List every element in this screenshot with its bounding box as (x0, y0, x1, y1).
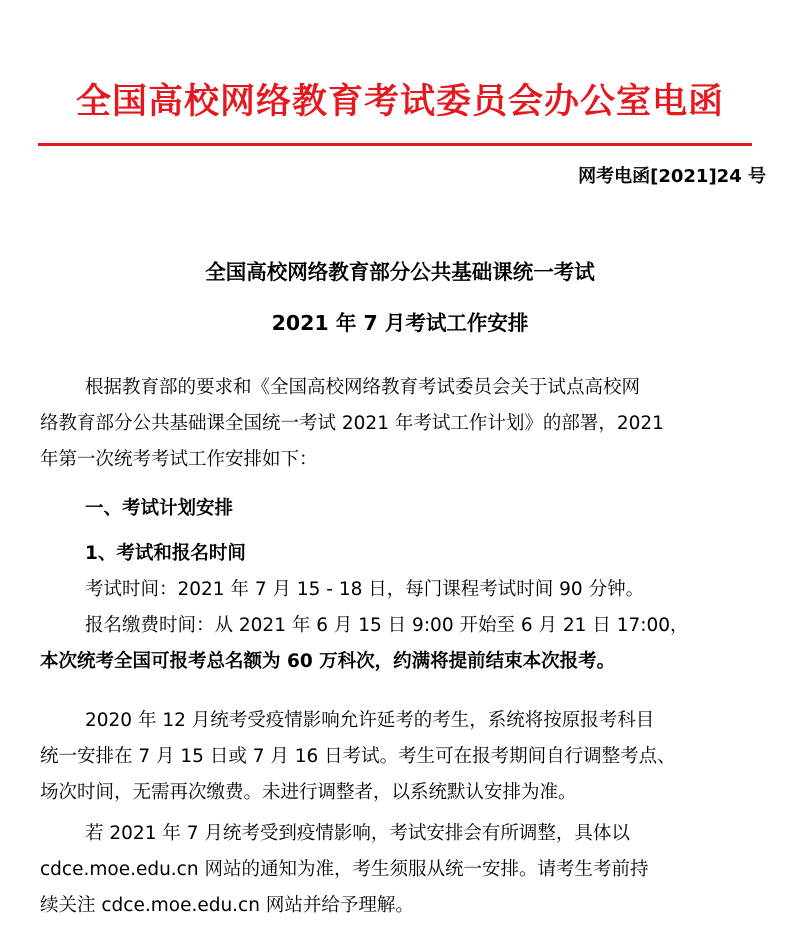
document-title-line-2: 2021 年 7 月考试工作安排 (271, 311, 529, 335)
registration-time-text: 报名缴费时间：从 2021 年 6 月 15 日 9:00 开始至 6 月 21 日 17:00， (85, 615, 689, 636)
document-number: 网考电函[2021]24 号 (578, 166, 766, 187)
deferred-line: 场次时间，无需再次缴费。未进行调整者，以系统默认安排为准。 (40, 782, 577, 803)
adjustment-line: cdce.moe.edu.cn 网站的通知为准，考生须服从统一安排。请考生考前持 (40, 859, 649, 880)
exam-schedule-block (40, 536, 770, 680)
intro-line: 年第一次统考考试工作安排如下： (40, 449, 318, 470)
deferred-exam-paragraph (40, 703, 770, 811)
intro-line: 根据教育部的要求和《全国高校网络教育考试委员会关于试点高校网 (85, 377, 641, 398)
adjustment-paragraph (40, 816, 770, 924)
intro-paragraph (40, 370, 770, 478)
section-heading-text: 一、考试计划安排 (85, 498, 234, 519)
deferred-line: 2020 年 12 月统考受疫情影响允许延考的考生，系统将按原报考科目 (85, 710, 655, 731)
exam-time-text: 考试时间：2021 年 7 月 15 - 18 日，每门课程考试时间 90 分钟。 (85, 579, 645, 600)
adjustment-line: 若 2021 年 7 月统考受到疫情影响，考试安排会有所调整，具体以 (85, 823, 630, 844)
deferred-line: 统一安排在 7 月 15 日或 7 月 16 日考试。考生可在报考期间自行调整考点、 (40, 746, 676, 767)
section-heading (40, 491, 770, 527)
document-title-line-1: 全国高校网络教育部分公共基础课统一考试 (205, 260, 595, 284)
issuer-masthead: 全国高校网络教育考试委员会办公室电函 (75, 82, 724, 122)
quota-note-text: 本次统考全国可报考总名额为 60 万科次，约满将提前结束本次报考。 (40, 651, 616, 672)
subsection-heading: 1、考试和报名时间 (85, 543, 246, 564)
red-divider-line (38, 143, 752, 146)
intro-line: 络教育部分公共基础课全国统一考试 2021 年考试工作计划》的部署，2021 (40, 413, 664, 434)
adjustment-line: 续关注 cdce.moe.edu.cn 网站并给予理解。 (40, 895, 414, 916)
